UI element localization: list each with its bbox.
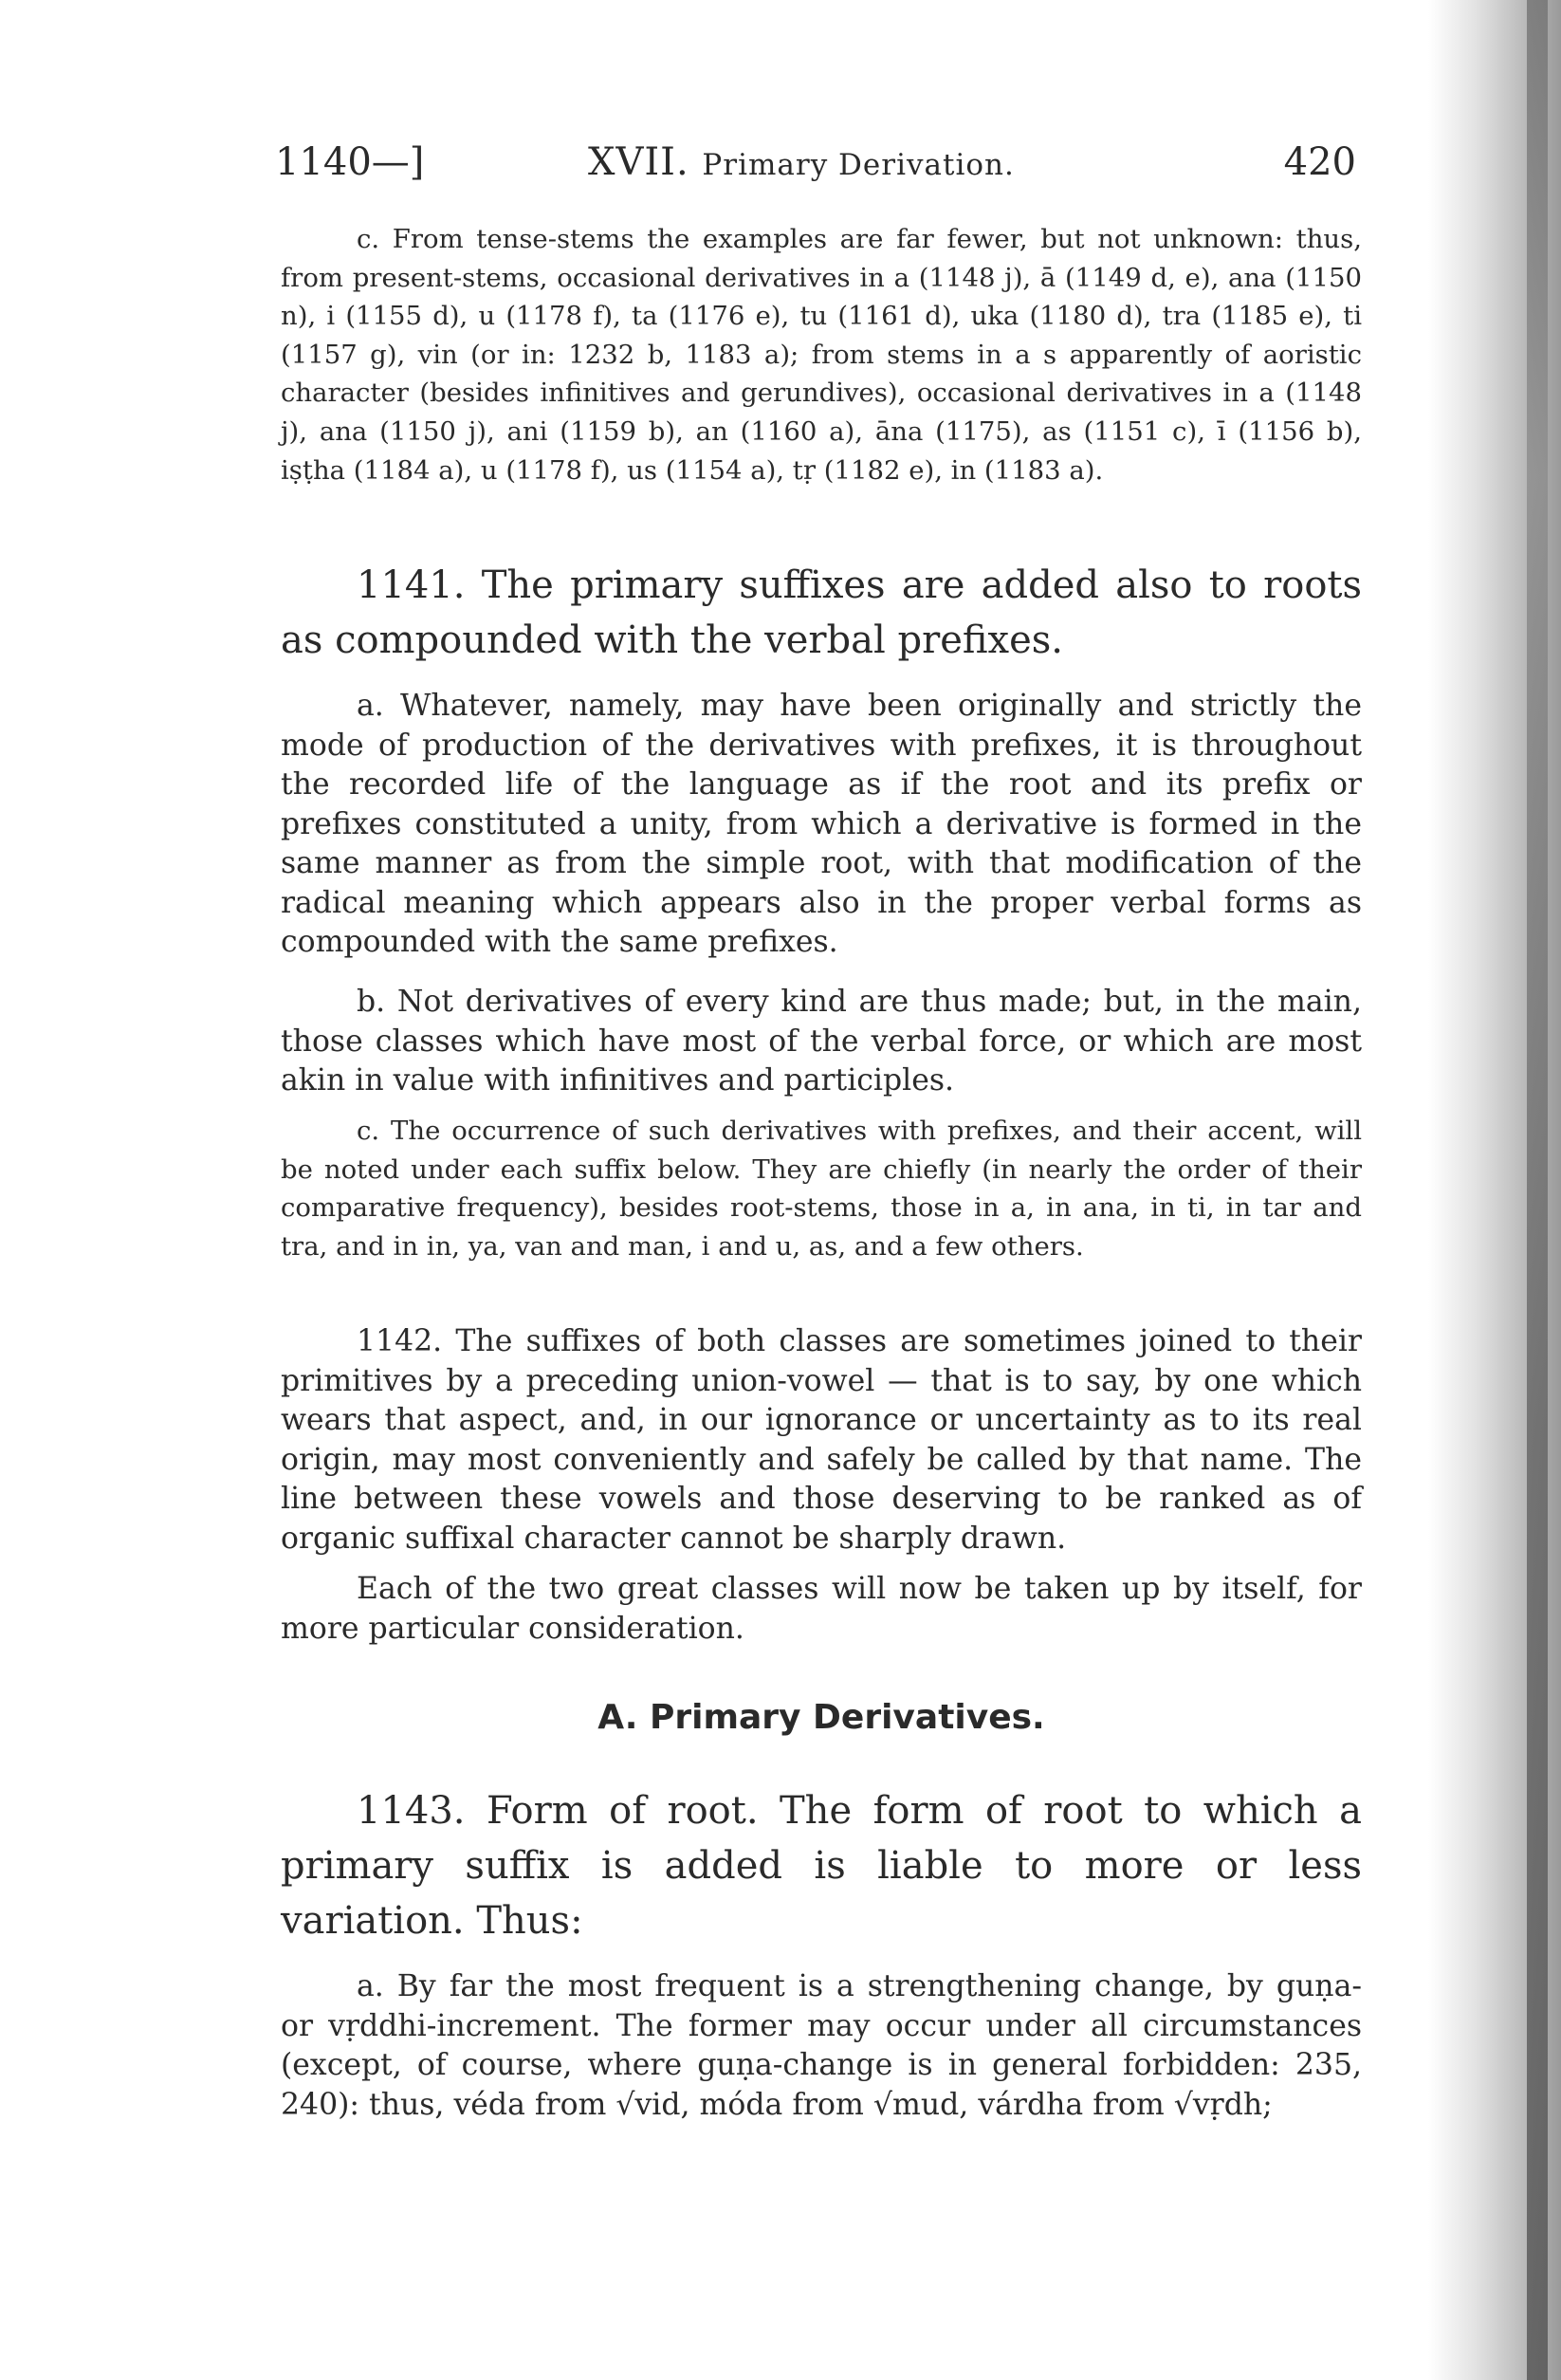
running-header [275, 140, 1356, 197]
paragraph-1141: 1141. The primary suffixes are added also to roots as compounded with the verbal prefixes. [281, 563, 1362, 662]
page-number: 420 [1283, 140, 1356, 184]
paragraph-1141c: c. The occurrence of such derivatives with prefixes, and their accent, will be noted under each suffix below. They are chiefly (in nearly the order of their comparative frequency), besides root-stems, those in a, in ana, in ti, in tar and tra, and in in, ya, van and man, i and u, as, and a few others. [281, 1116, 1362, 1262]
paragraph-1142-continued: Each of the two great classes will now be taken up by itself, for more particular consideration. [281, 1572, 1362, 1646]
chapter-title: XVII. Primary Derivation. [588, 140, 1015, 184]
paragraph-1141a: a. Whatever, namely, may have been originally and strictly the mode of production of the derivatives with prefixes, it is throughout the recorded life of the language as if the root and its prefix or prefixes constituted a unity, from which a derivative is formed in the same manner as from the simple root, with that modification of the radical meaning which appears also in the proper verbal forms as compounded with the same prefixes. [281, 689, 1362, 959]
paragraph-1142: 1142. The suffixes of both classes are sometimes joined to their primitives by a preceding union-vowel — that is to say, by one which wears that aspect, and, in our ignorance or uncertainty as to its real origin, may most conveniently and safely be called by that name. The line between these vowels and those deserving to be ranked as of organic suffixal character cannot be sharply drawn. [281, 1324, 1362, 1556]
section-range: 1140—] [275, 140, 425, 184]
paragraph-1143a: a. By far the most frequent is a strengthening change, by guṇa- or vṛddhi-increment. The former may occur under all circumstances (except, of course, where guṇa-change is in general forbidden: 235, 240): thus, véda from √vid, móda from √mud, várdha from √vṛdh; [281, 1969, 1362, 2122]
paragraph-1143: 1143. Form of root. The form of root to which a primary suffix is added is liable to more or less variation. Thus: [281, 1789, 1362, 1943]
section-heading: A. Primary Derivatives. [597, 1698, 1045, 1737]
page-edge-shadow [1428, 0, 1561, 2380]
paragraph-1140c: c. From tense-stems the examples are far fewer, but not unknown: thus, from present-stems, occasional derivatives in a (1148 j), ā (1149 d, e), ana (1150 n), i (1155 d), u (1178 f), ta (1176 e), tu (1161 d), uka (1180 d), tra (1185 e), ti (1157 g), vin (or in: 1232 b, 1183 a); from stems in a s apparently of aoristic character (besides infinitives and gerundives), occasional derivatives in a (1148 j), ana (1150 j), ani (1159 b), an (1160 a), āna (1175), as (1151 c), ī (1156 b), iṣṭha (1184 a), u (1178 f), us (1154 a), tṛ (1182 e), in (1183 a). [281, 224, 1362, 486]
paragraph-1141b: b. Not derivatives of every kind are thus made; but, in the main, those classes which have most of the verbal force, or which are most akin in value with infinitives and participles. [281, 985, 1362, 1098]
